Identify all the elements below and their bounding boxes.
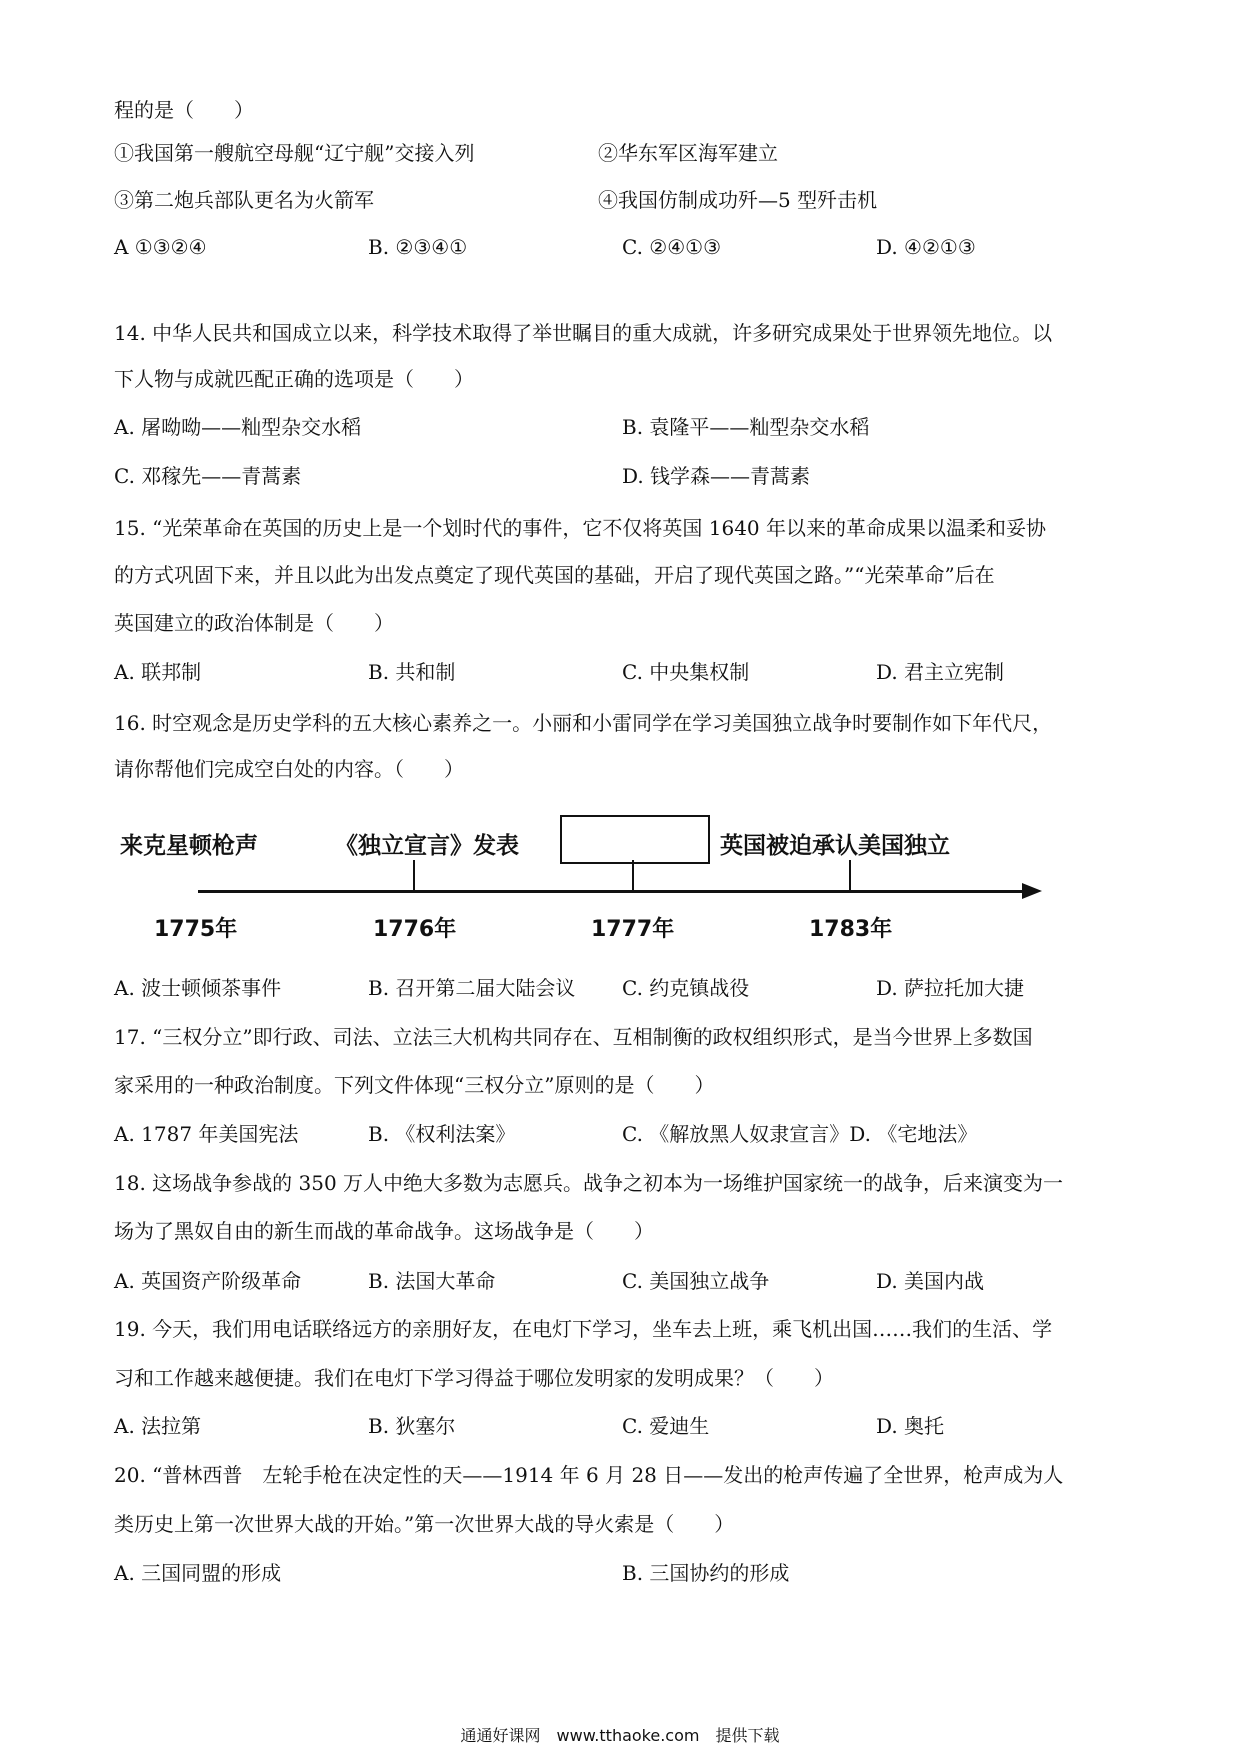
q14-option-a: A. 屠呦呦——籼型杂交水稻 bbox=[114, 415, 362, 439]
q20-option-a: A. 三国同盟的形成 bbox=[114, 1561, 282, 1585]
q20-option-b: B. 三国协约的形成 bbox=[622, 1561, 790, 1585]
q16-option-d: D. 萨拉托加大捷 bbox=[876, 976, 1025, 1000]
q18-option-a: A. 英国资产阶级革命 bbox=[114, 1269, 302, 1293]
timeline-tick bbox=[849, 860, 851, 892]
q13-option-d: D. ④②①③ bbox=[876, 235, 976, 259]
q19-option-a: A. 法拉第 bbox=[114, 1414, 202, 1438]
timeline-tick bbox=[413, 860, 415, 892]
q14-stem-line-2: 下人物与成就匹配正确的选项是（ ） bbox=[114, 367, 474, 391]
q13-item-4: ④我国仿制成功歼—5 型歼击机 bbox=[598, 188, 878, 212]
q17-option-c-d: C. 《解放黑人奴隶宣言》D. 《宅地法》 bbox=[622, 1122, 978, 1146]
q17-option-a: A. 1787 年美国宪法 bbox=[114, 1122, 299, 1146]
q18-option-d: D. 美国内战 bbox=[876, 1269, 985, 1293]
timeline-arrow-icon bbox=[1022, 883, 1042, 899]
q19-option-b: B. 狄塞尔 bbox=[368, 1414, 456, 1438]
q14-option-d: D. 钱学森——青蒿素 bbox=[622, 464, 811, 488]
timeline-label-recognition: 英国被迫承认美国独立 bbox=[720, 833, 950, 859]
q18-stem-line-2: 场为了黑奴自由的新生而战的革命战争。这场战争是（ ） bbox=[114, 1219, 654, 1243]
q15-stem-line-2: 的方式巩固下来，并且以此为出发点奠定了现代英国的基础，开启了现代英国之路。”“光荣革命”后在 bbox=[114, 563, 995, 587]
q15-option-c: C. 中央集权制 bbox=[622, 660, 750, 684]
q17-stem-line-2: 家采用的一种政治制度。下列文件体现“三权分立”原则的是（ ） bbox=[114, 1073, 715, 1097]
q15-option-a: A. 联邦制 bbox=[114, 660, 202, 684]
timeline-label-lexington: 来克星顿枪声 bbox=[120, 833, 258, 859]
q14-stem-line-1: 14. 中华人民共和国成立以来，科学技术取得了举世瞩目的重大成就，许多研究成果处于世界领先地位。以 bbox=[114, 321, 1053, 345]
timeline-blank-box bbox=[560, 815, 710, 864]
q13-option-c: C. ②④①③ bbox=[622, 235, 722, 259]
q18-stem-line-1: 18. 这场战争参战的 350 万人中绝大多数为志愿兵。战争之初本为一场维护国家统一的战争，后来演变为一 bbox=[114, 1171, 1064, 1195]
q19-stem-line-1: 19. 今天，我们用电话联络远方的亲朋好友，在电灯下学习，坐车去上班，乘飞机出国……我们的生活、学 bbox=[114, 1317, 1053, 1341]
timeline-year-1775: 1775年 bbox=[154, 917, 238, 942]
q13-item-2: ②华东军区海军建立 bbox=[598, 141, 778, 165]
timeline-diagram bbox=[110, 810, 970, 960]
timeline-year-1777: 1777年 bbox=[591, 917, 675, 942]
q17-stem-line-1: 17. “三权分立”即行政、司法、立法三大机构共同存在、互相制衡的政权组织形式，是当今世界上多数国 bbox=[114, 1025, 1033, 1049]
q14-option-c: C. 邓稼先——青蒿素 bbox=[114, 464, 302, 488]
q19-option-c: C. 爱迪生 bbox=[622, 1414, 710, 1438]
q18-option-c: C. 美国独立战争 bbox=[622, 1269, 770, 1293]
timeline-label-declaration: 《独立宣言》发表 bbox=[335, 833, 519, 859]
timeline-tick bbox=[632, 860, 634, 892]
q16-stem-line-2: 请你帮他们完成空白处的内容。（ ） bbox=[114, 757, 464, 781]
q20-stem-line-2: 类历史上第一次世界大战的开始。”第一次世界大战的导火索是（ ） bbox=[114, 1512, 735, 1536]
timeline-year-1776: 1776年 bbox=[373, 917, 457, 942]
q14-option-b: B. 袁隆平——籼型杂交水稻 bbox=[622, 415, 870, 439]
q17-option-b: B. 《权利法案》 bbox=[368, 1122, 516, 1146]
q13-option-a: A ①③②④ bbox=[114, 235, 207, 259]
q13-item-3: ③第二炮兵部队更名为火箭军 bbox=[114, 188, 374, 212]
q13-item-1: ①我国第一艘航空母舰“辽宁舰”交接入列 bbox=[114, 141, 475, 165]
footer-download-note: 通通好课网 www.tthaoke.com 提供下载 bbox=[460, 1726, 780, 1745]
q20-stem-line-1: 20. “普林西普 左轮手枪在决定性的天——1914 年 6 月 28 日——发出的枪声传遍了全世界，枪声成为人 bbox=[114, 1463, 1064, 1487]
q16-stem-line-1: 16. 时空观念是历史学科的五大核心素养之一。小丽和小雷同学在学习美国独立战争时要制作如下年代尺， bbox=[114, 711, 1053, 735]
q16-option-a: A. 波士顿倾茶事件 bbox=[114, 976, 282, 1000]
timeline-year-1783: 1783年 bbox=[809, 917, 893, 942]
q13-stem-tail: 程的是（ ） bbox=[114, 98, 254, 122]
q15-stem-line-1: 15. “光荣革命在英国的历史上是一个划时代的事件，它不仅将英国 1640 年以来的革命成果以温柔和妥协 bbox=[114, 516, 1047, 540]
q19-option-d: D. 奥托 bbox=[876, 1414, 945, 1438]
timeline-axis bbox=[198, 890, 1026, 893]
q15-option-b: B. 共和制 bbox=[368, 660, 456, 684]
q16-option-b: B. 召开第二届大陆会议 bbox=[368, 976, 576, 1000]
q13-option-b: B. ②③④① bbox=[368, 235, 468, 259]
q15-option-d: D. 君主立宪制 bbox=[876, 660, 1005, 684]
q15-stem-line-3: 英国建立的政治体制是（ ） bbox=[114, 611, 394, 635]
q16-option-c: C. 约克镇战役 bbox=[622, 976, 750, 1000]
q19-stem-line-2: 习和工作越来越便捷。我们在电灯下学习得益于哪位发明家的发明成果？（ ） bbox=[114, 1366, 834, 1390]
q18-option-b: B. 法国大革命 bbox=[368, 1269, 496, 1293]
